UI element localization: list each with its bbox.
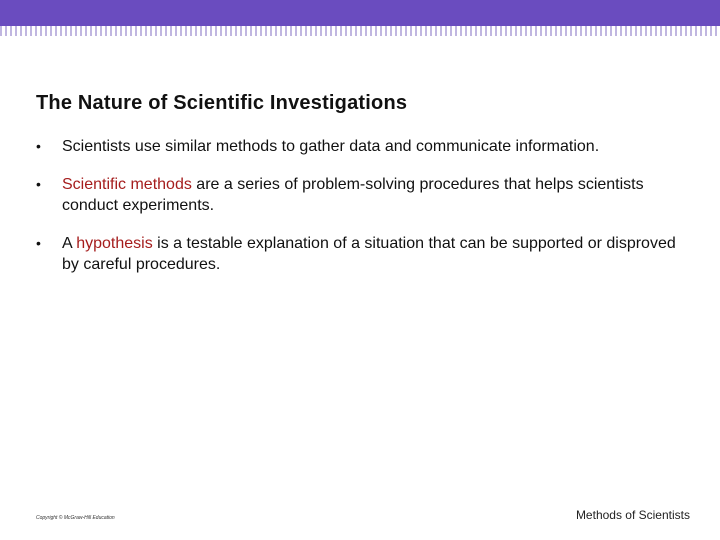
bullet-text: Scientists use similar methods to gather data and communicate information. — [62, 138, 600, 155]
slide-title: The Nature of Scientific Investigations — [36, 92, 408, 114]
key-term: hypothesis — [76, 235, 153, 252]
bullet-item — [36, 233, 686, 275]
key-term: Scientific methods — [62, 176, 192, 193]
bullet-marker: • — [36, 138, 41, 154]
bullet-item — [36, 136, 686, 157]
bullet-text: A — [62, 235, 77, 252]
header-bar — [0, 0, 720, 26]
bullet-list — [36, 136, 686, 292]
bullet-marker: • — [36, 176, 41, 192]
bullet-marker: • — [36, 235, 41, 251]
bullet-text: is a testable explanation of a situation that can be supported or disproved by careful procedures. — [62, 235, 676, 273]
copyright-notice: Copyright © McGraw-Hill Education — [36, 515, 115, 521]
bullet-item — [36, 174, 686, 216]
bullet-text: are a series of problem-solving procedures that helps scientists conduct experiments. — [62, 176, 644, 214]
header-stripe — [0, 26, 720, 36]
footer-section-title: Methods of Scientists — [575, 508, 690, 522]
